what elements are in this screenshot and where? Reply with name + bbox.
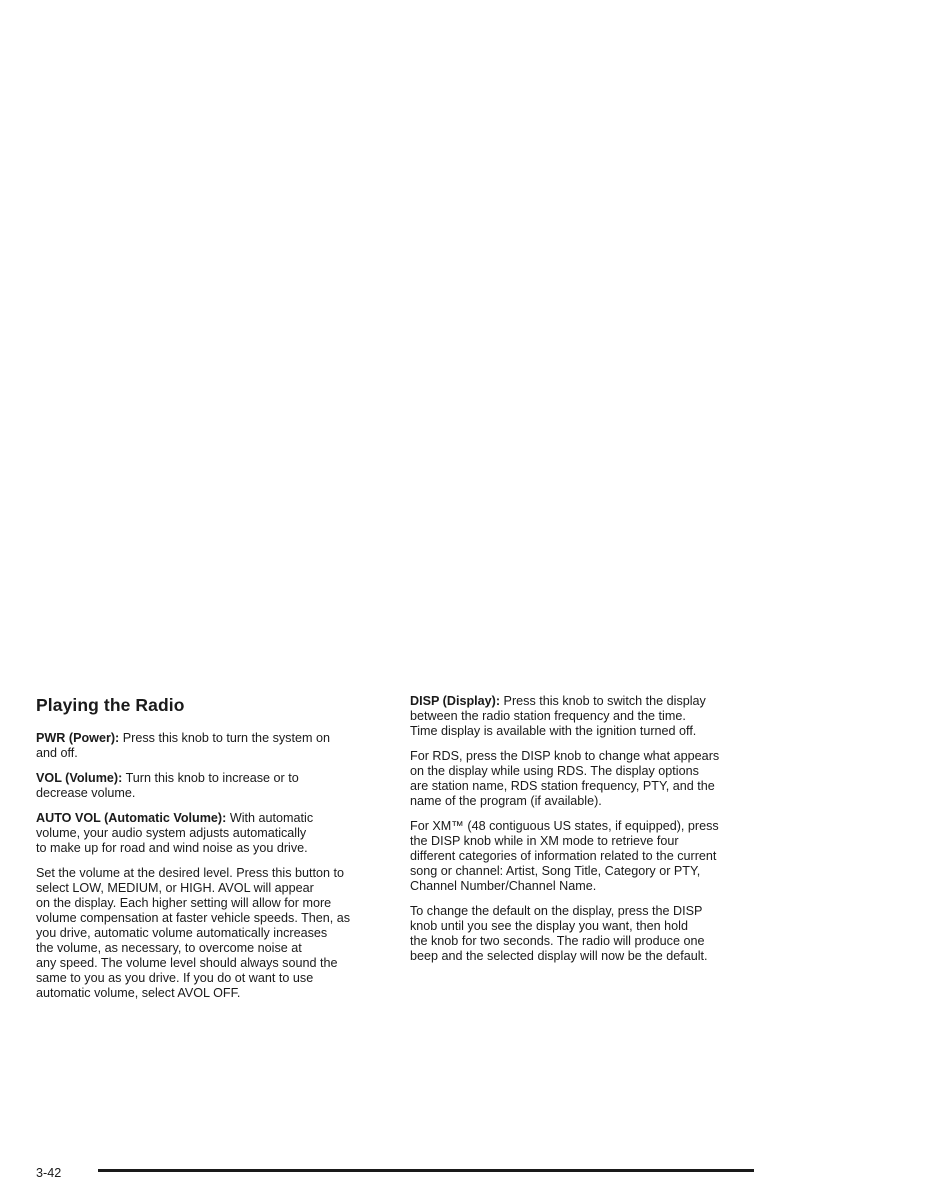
paragraph-vol xyxy=(36,771,384,801)
paragraph-disp-text: Press this knob to switch the display between the radio station frequency and the time. Time display is available with the ignition turned off. xyxy=(410,694,706,738)
paragraph-auto-vol-text: With automatic volume, your audio system adjusts automatically to make up for road and wind noise as you drive. xyxy=(36,811,314,855)
term-auto-vol: AUTO VOL (Automatic Volume): xyxy=(36,811,227,825)
paragraph-rds-text: For RDS, press the DISP knob to change what appears on the display while using RDS. The display options are station name, RDS station frequency, PTY, and the name of the program (if available). xyxy=(410,749,720,808)
term-vol: VOL (Volume): xyxy=(36,771,123,785)
right-column xyxy=(410,694,758,974)
paragraph-xm-text: For XM™ (48 contiguous US states, if equipped), press the DISP knob while in XM mode to retrieve four different categories of information related to the current song or channel: Artist, Song Title, Category or PTY, Channel Number/Channel Name. xyxy=(410,819,719,893)
section-heading: Playing the Radio xyxy=(36,695,185,715)
footer-rule xyxy=(98,1169,754,1172)
paragraph-vol-text: Turn this knob to increase or to decrease volume. xyxy=(36,771,299,800)
left-column xyxy=(36,694,384,1011)
paragraph-xm xyxy=(410,819,758,894)
paragraph-disp xyxy=(410,694,758,739)
paragraph-pwr xyxy=(36,731,384,761)
paragraph-rds xyxy=(410,749,758,809)
paragraph-default-display xyxy=(410,904,758,964)
paragraph-pwr-text: Press this knob to turn the system on and off. xyxy=(36,731,330,760)
page-number: 3-42 xyxy=(36,1166,62,1180)
term-pwr: PWR (Power): xyxy=(36,731,120,745)
paragraph-avol-settings-text: Set the volume at the desired level. Press this button to select LOW, MEDIUM, or HIGH. AVOL will appear on the display. Each higher setting will allow for more volume compensation at faster vehicle speeds. Then, as you drive, automatic volume automatically increases the volume, as necessary, to overcome noise at any speed. The volume level should always sound the same to you as you drive. If you do ot want to use automatic volume, select AVOL OFF. xyxy=(36,866,351,1000)
term-disp: DISP (Display): xyxy=(410,694,501,708)
paragraph-default-display-text: To change the default on the display, press the DISP knob until you see the display you want, then hold the knob for two seconds. The radio will produce one beep and the selected display will now be the default. xyxy=(410,904,708,963)
paragraph-auto-vol xyxy=(36,811,384,856)
paragraph-avol-settings xyxy=(36,866,384,1001)
